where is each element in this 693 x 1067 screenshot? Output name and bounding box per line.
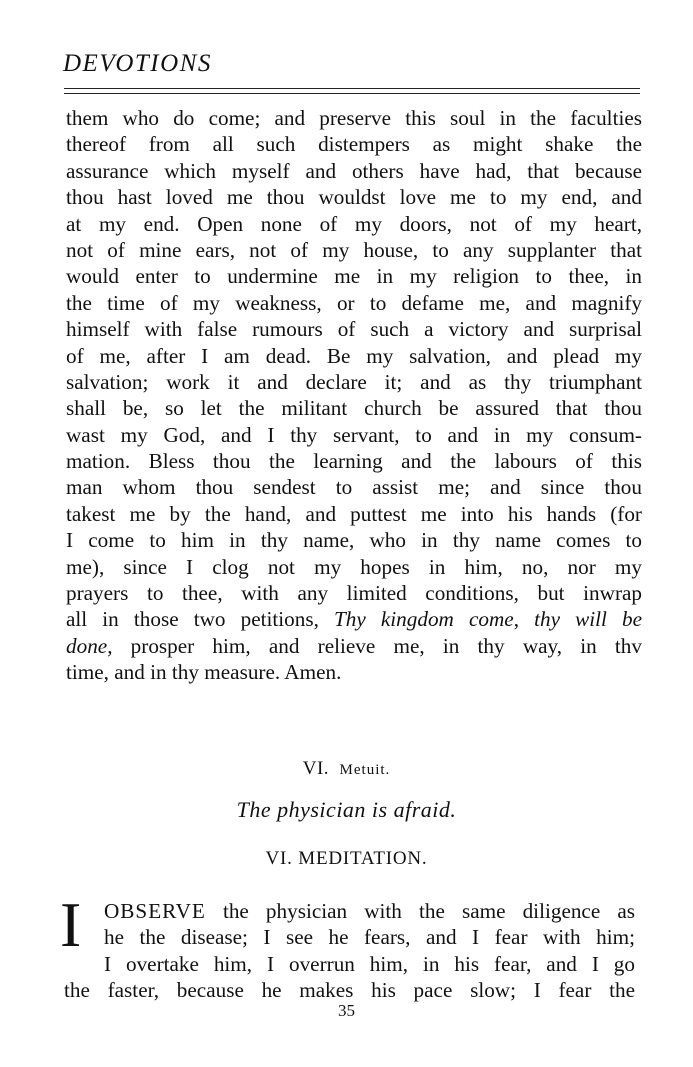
text-line: time, and in thy measure. Amen. xyxy=(66,660,342,685)
drop-cap: I xyxy=(60,889,82,960)
text-line: thereof from all such distempers as might shake the xyxy=(66,132,642,157)
text-line: man whom thou sendest to assist me; and since thou xyxy=(66,475,642,500)
meditation-line: he the disease; I see he fears, and I fear with him; xyxy=(104,925,635,950)
header-rule-middle xyxy=(64,93,640,94)
page-number: 35 xyxy=(338,1001,355,1020)
text-line: wast my God, and I thy servant, to and in my consum- xyxy=(66,422,642,447)
italic-phrase: done xyxy=(66,633,108,658)
text-fragment: , prosper him, and relieve me, in thy way, in thv xyxy=(107,633,642,658)
text-line: salvation; work it and declare it; and as thy triumphant xyxy=(66,369,642,394)
text-line: shall be, so let the militant church be assured that thou xyxy=(66,396,642,421)
text-line: mation. Bless thou the learning and the labours of this xyxy=(66,449,642,474)
section-heading xyxy=(0,758,693,780)
text-line: himself with false rumours of such a victory and surprisal xyxy=(66,317,642,342)
italic-phrase: thy will be xyxy=(534,607,643,632)
section-latin-title: Metuit. xyxy=(339,762,391,778)
italic-phrase: Thy kingdom come xyxy=(334,607,514,632)
text-fragment: the physician with the same diligence as xyxy=(205,899,635,923)
text-line: thou hast loved me thou wouldst love me to my end, and xyxy=(66,185,642,210)
text-line: takest me by the hand, and puttest me into his hands (for xyxy=(66,501,642,526)
running-title: DEVOTIONS xyxy=(63,50,212,77)
text-line: me), since I clog not my hopes in him, no, nor my xyxy=(66,554,642,579)
text-line xyxy=(66,606,642,632)
text-line: of me, after I am dead. Be my salvation, and plead my xyxy=(66,343,642,368)
opening-word: OBSERVE xyxy=(104,899,206,923)
text-line: not of mine ears, not of my house, to any supplanter that xyxy=(66,237,642,262)
meditation-line xyxy=(104,898,635,924)
header-rule-top xyxy=(64,88,640,89)
meditation-line: the faster, because he makes his pace slow; I fear the xyxy=(64,978,635,1003)
section-subtitle: The physician is afraid. xyxy=(236,797,457,822)
text-line: them who do come; and preserve this soul in the faculties xyxy=(66,106,642,130)
meditation-line: I overtake him, I overrun him, in his fear, and I go xyxy=(104,951,635,976)
text-line: would enter to undermine me in my religion to thee, in xyxy=(66,264,642,289)
text-line: at my end. Open none of my doors, not of my heart, xyxy=(66,211,642,236)
section-numeral: VI. xyxy=(302,758,330,779)
text-line: prayers to thee, with any limited conditions, but inwrap xyxy=(66,581,642,606)
text-line xyxy=(66,633,642,659)
meditation-heading: VI. MEDITATION. xyxy=(265,848,428,869)
text-line: I come to him in thy name, who in thy name comes to xyxy=(66,528,642,553)
text-fragment: all in those two petitions, xyxy=(66,607,334,632)
text-line: assurance which myself and others have had, that because xyxy=(66,158,642,183)
text-line: the time of my weakness, or to defame me, and magnify xyxy=(66,290,642,315)
body-paragraph xyxy=(66,105,642,686)
text-fragment: , xyxy=(513,607,535,632)
